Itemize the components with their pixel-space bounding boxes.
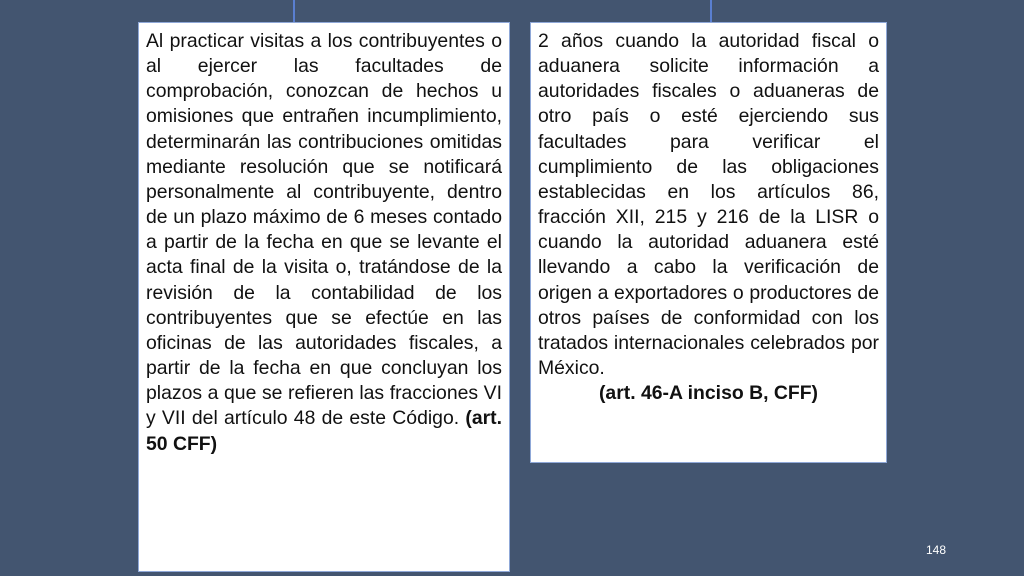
right-connector-line bbox=[710, 0, 712, 22]
right-text-box bbox=[530, 22, 887, 463]
page-number: 148 bbox=[925, 543, 947, 557]
left-body-text: Al practicar visitas a los contribuyentes o al ejercer las facultades de comprobación, conozcan de hechos u omisiones que entrañen incumplimiento, determinarán las contribuciones omitidas mediante resolución que se notificará personalmente al contribuyente, dentro de un plazo máximo de 6 meses contado a partir de la fecha en que se levante el acta final de la visita o, tratándose de la revisión de la contabilidad de los contribuyentes que se efectúe en las oficinas de las autoridades fiscales, a partir de la fecha en que concluyan los plazos a que se refieren las fracciones VI y VII del artículo 48 de este Código. bbox=[146, 30, 502, 430]
left-connector-line bbox=[293, 0, 295, 22]
left-text-box bbox=[138, 22, 510, 572]
right-citation: (art. 46-A inciso B, CFF) bbox=[598, 382, 819, 405]
right-body-text: 2 años cuando la autoridad fiscal o aduanera solicite información a autoridades fiscales o aduaneras de otro país o esté ejerciendo sus facultades para verificar el cumplimiento de las obligaciones establecidas en los artículos 86, fracción XII, 215 y 216 de la LISR o cuando la autoridad aduanera esté llevando a cabo la verificación de origen a exportadores o productores de otros países de conformidad con los tratados internacionales celebrados por México. bbox=[538, 30, 879, 380]
left-citation: (art. 50 CFF) bbox=[146, 407, 502, 455]
